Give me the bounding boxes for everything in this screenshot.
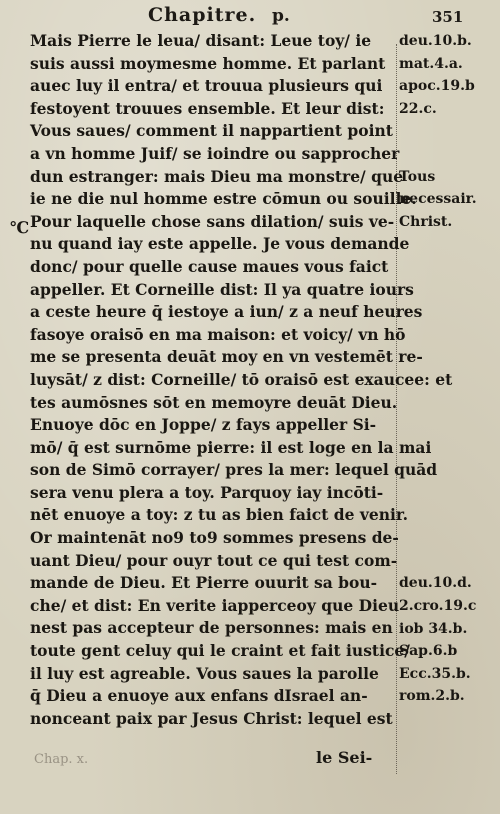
text-line: suis aussi moymesme homme. Et parlant	[30, 53, 386, 73]
catchword: le Sei-	[316, 748, 373, 767]
margin-note: necessair.	[399, 191, 477, 208]
text-line: dun estranger: mais Dieu ma monstre/ que	[30, 166, 404, 186]
text-line: tes aumōsnes sōt en memoyre deuāt Dieu.	[30, 392, 398, 412]
text-line: nu quand iay este appelle. Je vous demande	[30, 234, 410, 254]
margin-note: iob 34.b.	[399, 620, 468, 637]
text-line: Mais Pierre le leua/ disant: Leue toy/ ie	[30, 31, 372, 50]
margin-note: rom.2.b.	[399, 688, 465, 705]
text-line: luysāt/ z dist: Corneille/ tō oraisō est exaucee: et	[30, 369, 453, 389]
text-line: ie ne die nul homme estre cōmun ou souille.	[30, 189, 417, 209]
text-line: mō/ q̄ est surnōme pierre: il est loge en la mai	[30, 437, 432, 457]
margin-note: Ecc.35.b.	[399, 665, 471, 682]
margin-note: Sap.6.b	[399, 643, 458, 660]
paragraph-mark: ℃	[10, 218, 30, 237]
chapter-title: Chapitre.	[148, 4, 257, 26]
text-line: a ceste heure q̄ iestoye a iun/ z a neuf heures	[30, 302, 423, 322]
text-line: festoyent trouues ensemble. Et leur dist:	[30, 98, 385, 118]
text-line: auec luy il entra/ et trouua plusieurs qui	[30, 76, 383, 96]
margin-note: deu.10.d.	[399, 575, 472, 592]
bleed-through-text: Chap. x.	[34, 752, 89, 767]
text-line: appeller. Et Corneille dist: Il ya quatre iours	[30, 279, 414, 299]
text-line: toute gent celuy qui le craint et fait iustice/	[30, 641, 410, 661]
margin-note: Christ.	[399, 213, 453, 230]
margin-note: 2.cro.19.c	[399, 598, 477, 614]
text-line: nest pas accepteur de personnes: mais en	[30, 618, 393, 638]
margin-note: 22.c.	[399, 100, 437, 117]
text-line: Vous saues/ comment il nappartient point	[30, 121, 393, 141]
text-line: son de Simō corrayer/ pres la mer: lequel quād	[30, 460, 438, 480]
folio-number: 351	[432, 8, 464, 26]
text-line: donc/ pour quelle cause maues vous faict	[30, 256, 389, 276]
text-line: uant Dieu/ pour ouyr tout ce qui test com-	[30, 550, 398, 570]
text-line: Pour laquelle chose sans dilation/ suis ve-	[30, 211, 395, 231]
text-line: me se presenta deuāt moy en vn vestemēt re-	[30, 347, 423, 367]
text-line: a vn homme Juif/ se ioindre ou sapprocher	[30, 143, 400, 163]
text-line: nonceant paix par Jesus Christ: lequel est	[30, 708, 393, 728]
margin-note: mat.4.a.	[399, 55, 463, 72]
margin-note: apoc.19.b	[399, 78, 475, 95]
text-line: nēt enuoye a toy: z tu as bien faict de venir.	[30, 505, 409, 525]
margin-note: deu.10.b.	[399, 33, 472, 49]
text-line: che/ et dist: En verite iapperceoy que Dieu	[30, 595, 400, 615]
folio-mark: p.	[272, 6, 290, 26]
running-header	[0, 2, 500, 30]
text-line: q̄ Dieu a enuoye aux enfans dIsrael an-	[30, 686, 368, 706]
text-line: Enuoye dōc en Joppe/ z fays appeller Si-	[30, 415, 377, 435]
text-line: fasoye oraisō en ma maison: et voicy/ vn hō	[30, 324, 406, 344]
margin-note: Tous	[399, 168, 436, 185]
text-line: Or maintenāt no9 to9 sommes presens de-	[30, 528, 399, 548]
text-line: il luy est agreable. Vous saues la parolle	[30, 663, 379, 683]
text-line: sera venu plera a toy. Parquoy iay incōti-	[30, 482, 384, 502]
text-line: mande de Dieu. Et Pierre ouurit sa bou-	[30, 573, 378, 593]
